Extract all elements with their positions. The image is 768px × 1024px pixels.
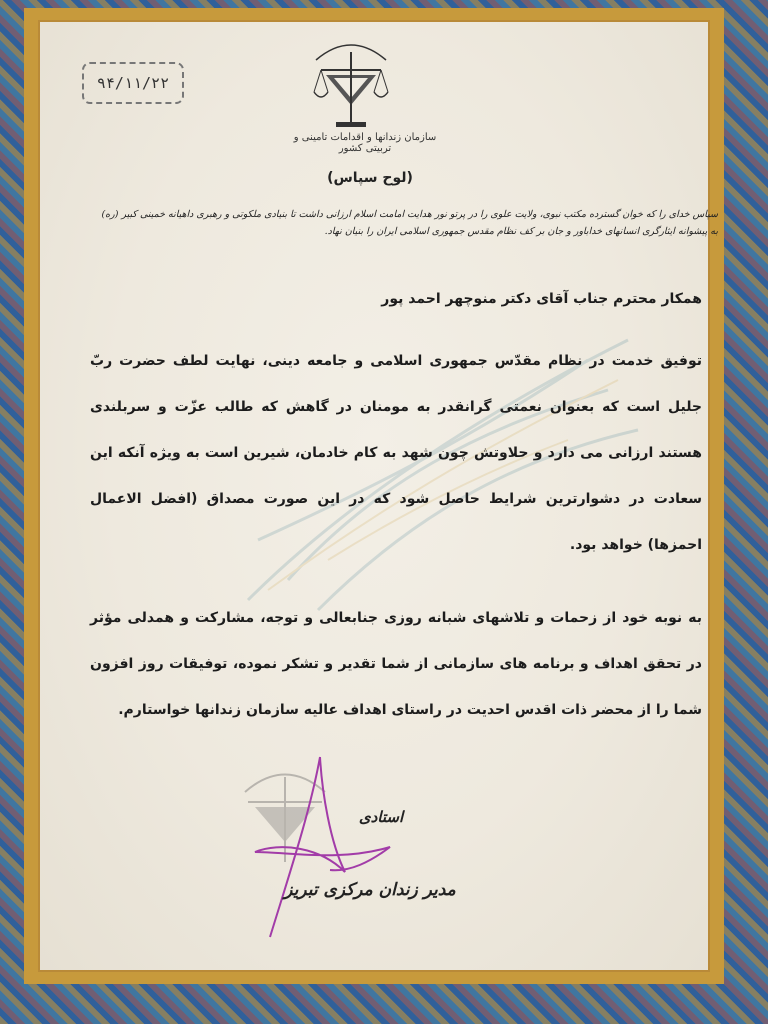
organization-name: سازمان زندانها و اقدامات تامینی و تربیتی کشور bbox=[293, 132, 437, 154]
prison-organization-logo bbox=[306, 30, 396, 140]
salutation: همکار محترم جناب آقای دکتر منوچهر احمد پور bbox=[381, 291, 702, 307]
paragraph-2: به نوبه خود از زحمات و تلاشهای شبانه روزی جنابعالی و توجه، مشارکت و همدلی مؤثر در تحقق اهداف و برنامه های سازمانی از شما تقدیر و تشکر نموده، توفیقات روز افزون شما را از محضر ذات اقدس احدیت در راستای اهداف عالیه سازمان زندانها خواستارم. bbox=[90, 610, 702, 718]
handwritten-signature bbox=[250, 752, 400, 942]
date-stamp: ۹۴/۱۱/۲۲ bbox=[82, 62, 184, 104]
intro-text: سپاس خدای را که خوان گسترده مکتب نبوی، ولایت علوی را در پرتو نور هدایت امامت اسلام ارزانی داشت تا بنیادی ملکوتی و رهبری داهیانه خمینی کبیر (ره) به پیشوانه ایثارگری انسانهای خداباور و جان بر کف نظام مقدس جمهوری اسلامی ایران را بنیان نهاد. bbox=[101, 209, 718, 237]
signer-name: استادی bbox=[358, 808, 404, 826]
signer-title: مدیر زندان مرکزی تبریز bbox=[284, 880, 456, 900]
certificate-title: (لوح سپاس) bbox=[327, 170, 413, 186]
paragraph-1: توفیق خدمت در نظام مقدّس جمهوری اسلامی و جامعه دینی، نهایت لطف حضرت ربّ جلیل است که بعنوان نعمتی گرانقدر به مومنان در گاهش که طالب عزّت و سربلندی هستند ارزانی می دارد و حلاوتش چون شهد به کام خادمان، شیرین است به ویژه آنکه این سعادت در دشوارترین شرایط حاصل شود که در این صورت مصداق (افضل الاعمال احمزها) خواهد بود. bbox=[90, 353, 702, 553]
